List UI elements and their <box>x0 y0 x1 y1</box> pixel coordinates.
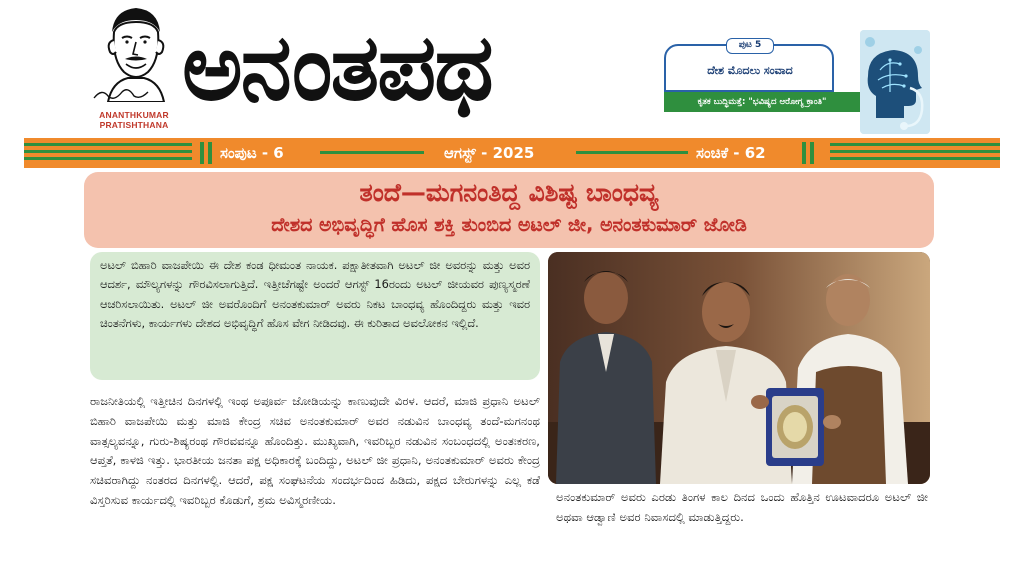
info-bar <box>24 138 1000 168</box>
article-subheadline: ದೇಶದ ಅಭಿವೃದ್ಧಿಗೆ ಹೊಸ ಶಕ್ತಿ ತುಂಬಿದ ಅಟಲ್ ಜೀ, ಅನಂತಕುಮಾರ್ ಜೋಡಿ <box>271 214 747 236</box>
ai-brain-stethoscope-icon <box>860 30 930 134</box>
photo-caption: ಅನಂತಕುಮಾರ್ ಅವರು ಎರಡು ತಿಂಗಳ ಕಾಲ ದಿನದ ಒಂದು ಹೊತ್ತಿನ ಊಟವಾದರೂ ಅಟಲ್ ಜೀ ಅಥವಾ ಆಡ್ವಾಣಿ ಅವರ ನಿವಾಸದಲ್ಲಿ ಮಾಡುತ್ತಿದ್ದರು. <box>556 490 928 524</box>
article-photo <box>548 252 930 484</box>
article-intro: ಅಟಲ್ ಬಿಹಾರಿ ವಾಜಪೇಯಿ ಈ ದೇಶ ಕಂಡ ಧೀಮಂತ ನಾಯಕ. ಪಕ್ಷಾತೀತವಾಗಿ ಅಟಲ್ ಜೀ ಅವರನ್ನು ಮತ್ತು ಅವರ ಆದರ್ಶ, ಮೌಲ್ಯಗಳನ್ನು ಗೌರವಿಸಲಾಗುತ್ತಿದೆ. ಇತ್ತೀಚೆಗಷ್ಟೇ ಅಂದರೆ ಆಗಸ್ಟ್ 16ರಂದು ಅಟಲ್ ಜೀಯವರ ಪುಣ್ಯಸ್ಮರಣೆ ಆಚರಿಸಲಾಯಿತು. ಅಟಲ್ ಜೀ ಅವರೊಂದಿಗೆ ಅನಂತಕುಮಾರ್ ಅವರು ನಿಕಟ ಬಾಂಧವ್ಯ ಹೊಂದಿದ್ದರು ಮತ್ತು ಇವರ ಚಿಂತನೆಗಳು, ಕಾರ್ಯಗಳು ದೇಶದ ಅಭಿವೃದ್ಧಿಗೆ ಹೊಸ ವೇಗ ನೀಡಿದವು. ಈ ಕುರಿತಾದ ಅವಲೋಕನ ಇಲ್ಲಿದೆ. <box>100 258 530 331</box>
logo-name-line1: ANANTHKUMAR <box>99 110 169 120</box>
info-bar-tick <box>208 142 212 164</box>
health-graphic <box>860 30 930 134</box>
info-bar-tick <box>810 142 814 164</box>
pratishthana-logo <box>88 2 180 136</box>
info-bar-tick <box>802 142 806 164</box>
volume-label: ಸಂಪುಟ - 6 <box>220 140 284 166</box>
intro-box <box>90 252 540 380</box>
edition-page-tag: ಪುಟ 5 <box>726 38 774 54</box>
issue-date: ಆಗಸ್ಟ್ - 2025 <box>444 140 534 166</box>
info-bar-rule <box>24 143 192 146</box>
logo-name <box>88 110 180 130</box>
photo-three-men-plaque-icon <box>548 252 930 484</box>
issue-number: ಸಂಚಿಕೆ - 62 <box>696 140 766 166</box>
info-bar-rule <box>830 157 1000 160</box>
info-bar-rule <box>830 150 1000 153</box>
edition-caption: ದೇಶ ಮೊದಲು ಸಂವಾದ <box>707 64 793 77</box>
info-bar-rule <box>24 150 192 153</box>
logo-name-line2: PRATISHTHANA <box>99 120 169 130</box>
info-bar-rule <box>24 157 192 160</box>
edition-strip: ಕೃತಕ ಬುದ್ಧಿಮತ್ತೆ: "ಭವಿಷ್ಯದ ಆರೋಗ್ಯ ಕ್ರಾಂತಿ" <box>664 92 860 112</box>
info-bar-rule <box>576 151 688 154</box>
article-body: ರಾಜನೀತಿಯಲ್ಲಿ ಇತ್ತೀಚಿನ ದಿನಗಳಲ್ಲಿ ಇಂಥ ಅಪೂರ್ವ ಜೋಡಿಯನ್ನು ಕಾಣುವುದೇ ವಿರಳ. ಆದರೆ, ಮಾಜಿ ಪ್ರಧಾನಿ ಅಟಲ್ ಬಿಹಾರಿ ವಾಜಪೇಯಿ ಮತ್ತು ಮಾಜಿ ಕೇಂದ್ರ ಸಚಿವ ಅನಂತಕುಮಾರ್ ಅವರ ನಡುವಿನ ಬಾಂಧವ್ಯ ತಂದೆ-ಮಗನಂಥ ವಾತ್ಸಲ್ಯವನ್ನೂ, ಗುರು-ಶಿಷ್ಯರಂಥ ಗೌರವವನ್ನೂ ಹೊಂದಿತ್ತು. ಮುಖ್ಯವಾಗಿ, ಇವರಿಬ್ಬರ ನಡುವಿನ ಸಂಬಂಧದಲ್ಲಿ ಅಂತಃಕರಣ, ಆಪ್ತತೆ, ಕಾಳಜಿ ಇತ್ತು. ಭಾರತೀಯ ಜನತಾ ಪಕ್ಷ ಅಧಿಕಾರಕ್ಕೆ ಬಂದಿದ್ದು, ಅಟಲ್ ಜೀ ಪ್ರಧಾನಿ, ಅನಂತಕುಮಾರ್ ಅವರು ಕೇಂದ್ರ ಸಚಿವರಾಗಿದ್ದು ನಂತರದ ದಿನಗಳಲ್ಲಿ. ಆದರೆ, ಪಕ್ಷ ಸಂಘಟನೆಯ ಸಂದರ್ಭದಿಂದ ಹಿಡಿದು, ಪಕ್ಷದ ಬೇರುಗಳನ್ನು ಎಲ್ಲ ಕಡೆ ವಿಸ್ತರಿಸುವ ಕಾರ್ಯದಲ್ಲಿ ಇವರಿಬ್ಬರ ಕೊಡುಗೆ, ಶ್ರಮ ಅವಿಸ್ಮರಣೀಯ. <box>90 394 540 507</box>
info-bar-rule <box>320 151 424 154</box>
info-bar-rule <box>830 143 1000 146</box>
masthead-title: ಅನಂತಪಥ <box>182 14 492 121</box>
info-bar-tick <box>200 142 204 164</box>
portrait-sketch-icon <box>88 2 180 102</box>
headline-box <box>84 172 934 248</box>
article-headline: ತಂದೆ—ಮಗನಂತಿದ್ದ ವಿಶಿಷ್ಟ ಬಾಂಧವ್ಯ <box>359 178 659 207</box>
